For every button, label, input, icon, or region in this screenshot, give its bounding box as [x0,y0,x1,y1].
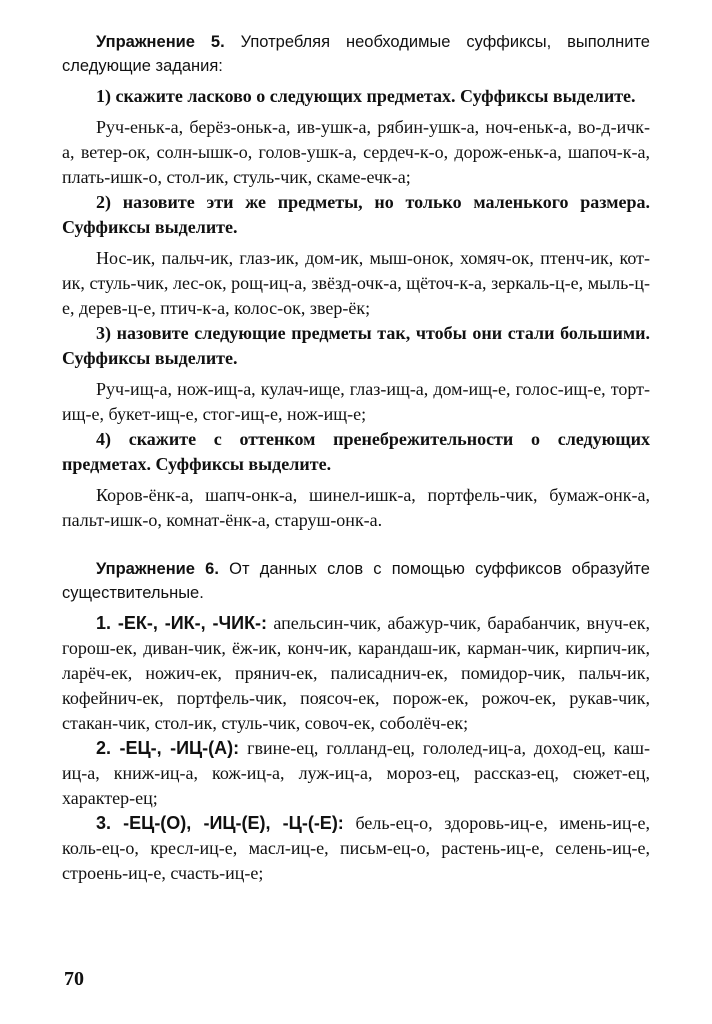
task-2-heading: 2) назовите эти же предметы, но только маленького размера. Суффиксы выделите. [62,192,650,237]
task-1-words: Руч-еньк-а, берёз-оньк-а, ив-ушк-а, рябин-ушк-а, ноч-еньк-а, во-д-ичк-а, ветер-ок, солн-ышк-о, голов-ушк-а, сердеч-к-о, дорож-еньк-а, шапоч-к-а, плать-ишк-о, стол-ик, стуль-чик, скаме-ечк-а; [62,117,650,187]
page-number: 70 [64,968,84,990]
item-3-suffixes: 3. -ЕЦ-(О), -ИЦ-(Е), -Ц-(-Е): [96,813,344,833]
task-3-heading: 3) назовите следующие предметы так, чтобы они стали большими. Суффиксы выделите. [62,323,650,368]
exercise-6-label: Упражнение 6. [96,560,219,578]
item-2 [62,736,650,811]
exercise-5-heading [62,30,650,78]
textbook-page [62,30,650,886]
exercise-5-instruction: Употребляя необходимые суффиксы, выполните следующие задания: [62,33,650,75]
item-3 [62,811,650,886]
item-2-words: гвине-ец, голланд-ец, гололед-иц-а, доход-ец, каш-иц-а, книж-иц-а, кож-иц-а, луж-иц-а, мороз-ец, рассказ-ец, сюжет-ец, характер-ец; [62,738,650,808]
exercise-5-label: Упражнение 5. [96,33,225,51]
item-3-words: бель-ец-о, здоровь-иц-е, имень-иц-е, коль-ец-о, кресл-иц-е, масл-иц-е, письм-ец-о, растень-иц-е, селень-иц-е, строень-иц-е, счасть-иц-е; [62,813,650,883]
task-4-words: Коров-ёнк-а, шапч-онк-а, шинел-ишк-а, портфель-чик, бумаж-онк-а, пальт-ишк-о, комнат-ёнк-а, старуш-онк-а. [62,485,650,530]
task-4-heading: 4) скажите с оттенком пренебрежительности о следующих предметах. Суффиксы выделите. [62,429,650,474]
item-2-suffixes: 2. -ЕЦ-, -ИЦ-(А): [96,738,240,758]
item-1-suffixes: 1. -ЕК-, -ИК-, -ЧИК-: [96,613,268,633]
task-2-words: Нос-ик, пальч-ик, глаз-ик, дом-ик, мыш-онок, хомяч-ок, птенч-ик, кот-ик, стуль-чик, лес-ок, рощ-иц-а, звёзд-очк-а, щёточ-к-а, зеркаль-ц-е, мыль-ц-е, дерев-ц-е, птич-к-а, колос-ок, звер-ёк; [62,248,650,318]
exercise-6-instruction: От данных слов с помощью суффиксов образуйте существительные. [62,560,650,602]
exercise-6-heading [62,557,650,605]
item-1 [62,611,650,736]
task-3-words: Руч-ищ-а, нож-ищ-а, кулач-ище, глаз-ищ-а, дом-ищ-е, голос-ищ-е, торт-ищ-е, букет-ищ-е, стог-ищ-е, нож-ищ-е; [62,379,650,424]
task-1-heading: 1) скажите ласково о следующих предметах. Суффиксы выделите. [96,86,636,106]
item-1-words: апельсин-чик, абажур-чик, барабанчик, внуч-ек, горош-ек, диван-чик, ёж-ик, конч-ик, карандаш-ик, карман-чик, кирпич-ик, ларёч-ек, ножич-ек, прянич-ек, палисаднич-ек, помидор-чик, пальч-ик, кофейнич-ек, портфель-чик, поясоч-ек, порож-ек, рожоч-ек, рукав-чик, стакан-чик, стол-ик, стуль-чик, совоч-ек, соболёч-ек; [62,613,650,733]
